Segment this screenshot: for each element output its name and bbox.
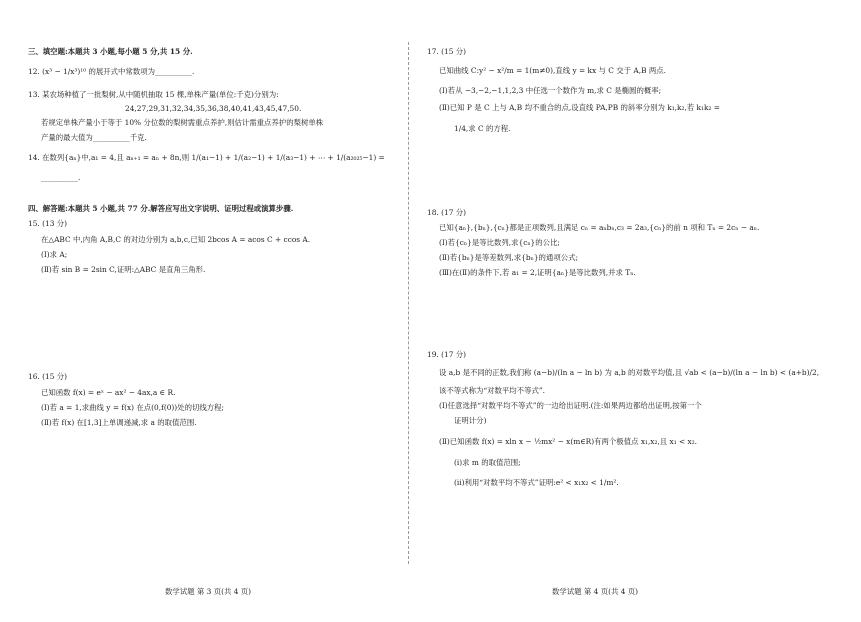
question-15-part1: (Ⅰ)求 A; [41, 250, 68, 259]
question-19-header: 19. (17 分) [427, 350, 467, 359]
question-18-part2: (Ⅱ)若{bₙ}是等差数列,求{bₙ}的通项公式; [439, 253, 578, 262]
question-19-stem: 设 a,b 是不同的正数,我们称 (a−b)/(ln a − ln b) 为 a,b 的对数平均值,且 √ab < (a−b)/(ln a − ln b) < (a+b)/2, [439, 368, 820, 377]
question-17-part2-cont: 1/4,求 C 的方程. [454, 124, 511, 133]
question-18-stem: 已知{aₙ},{bₙ},{cₙ}都是正项数列,且满足 cₙ = aₙbₙ,c₃ = 2a₃,{cₙ}的前 n 项和 Tₙ = 2cₙ − aₙ. [439, 223, 760, 232]
question-15-stem: 在△ABC 中,内角 A,B,C 的对边分别为 a,b,c,已知 2bcos A = acos C + ccos A. [41, 235, 311, 244]
question-19-part2-ii: (ⅱ)利用“对数平均不等式”证明:e² < x₁x₂ < 1/m². [454, 478, 619, 487]
question-16-header: 16. (15 分) [28, 372, 68, 381]
section3-title: 三、填空题:本题共 3 小题,每小题 5 分,共 15 分. [28, 47, 193, 56]
question-16-part1: (Ⅰ)若 a = 1,求曲线 y = f(x) 在点(0,f(0))处的切线方程; [41, 403, 225, 412]
question-13-line4: 产量的最大值为__________千克. [41, 133, 147, 142]
question-14: 14. 在数列{aₙ}中,a₁ = 4,且 aₙ₊₁ = aₙ + 8n,则 1/(a₁−1) + 1/(a₂−1) + 1/(a₃−1) + ⋯ + 1/(a₂₀₂₅−1) = [28, 153, 385, 162]
question-12: 12. (x³ − 1/x³)¹⁰ 的展开式中常数项为__________. [28, 67, 195, 76]
question-17-part1: (Ⅰ)若从 −3,−2,−1,1,2,3 中任选一个数作为 m,求 C 是椭圆的概率; [439, 86, 662, 95]
question-18-part1: (Ⅰ)若{cₙ}是等比数列,求{cₙ}的公比; [439, 238, 560, 247]
left-page [0, 0, 408, 622]
right-page [412, 0, 861, 622]
question-19-part1-note: 证明计分) [454, 416, 487, 425]
page-footer-right: 数学试题 第 4 页(共 4 页) [552, 587, 639, 596]
question-19-part1: (Ⅰ)任意选择“对数平均不等式”的一边给出证明.(注:如果两边都给出证明,按第一个 [439, 401, 702, 410]
question-13-line1: 13. 某农场种植了一批梨树,从中随机抽取 15 棵,单株产量(单位:千克)分别为: [28, 90, 279, 99]
page-divider [408, 42, 409, 564]
question-14-blank: __________. [41, 173, 81, 182]
question-19-stem-cont: 该不等式称为“对数平均不等式”. [439, 386, 545, 395]
question-19-part2: (Ⅱ)已知函数 f(x) = xln x − ½mx² − x(m∈R)有两个极值点 x₁,x₂,且 x₁ < x₂. [439, 437, 698, 446]
question-13-data: 24,27,29,31,32,34,35,36,38,40,41,43,45,47,50. [125, 104, 302, 113]
question-16-part2: (Ⅱ)若 f(x) 在[1,3]上单调递减,求 a 的取值范围. [41, 418, 197, 427]
question-15-header: 15. (13 分) [28, 219, 68, 228]
question-18-header: 18. (17 分) [427, 208, 467, 217]
question-17-stem: 已知曲线 C:y² − x²/m = 1(m≠0),直线 y = kx 与 C 交于 A,B 两点. [439, 66, 666, 75]
question-18-part3: (Ⅲ)在(Ⅱ)的条件下,若 a₁ = 2,证明{aₙ}是等比数列,并求 Tₙ. [439, 268, 636, 277]
question-13-line3: 若规定单株产量小于等于 10% 分位数的梨树需重点养护,则估计需重点养护的梨树单株 [41, 118, 324, 127]
page-footer-left: 数学试题 第 3 页(共 4 页) [165, 587, 252, 596]
question-16-stem: 已知函数 f(x) = eˣ − ax² − 4ax,a ∈ R. [41, 388, 176, 397]
question-17-part2: (Ⅱ)已知 P 是 C 上与 A,B 均不重合的点,设直线 PA,PB 的斜率分别为 k₁,k₂,若 k₁k₂ = [439, 103, 720, 112]
section4-title: 四、解答题:本题共 5 小题,共 77 分.解答应写出文字说明、证明过程或演算步骤. [28, 204, 294, 213]
question-15-part2: (Ⅱ)若 sin B = 2sin C,证明:△ABC 是直角三角形. [41, 265, 206, 274]
question-17-header: 17. (15 分) [427, 47, 467, 56]
question-19-part2-i: (ⅰ)求 m 的取值范围; [454, 458, 521, 467]
